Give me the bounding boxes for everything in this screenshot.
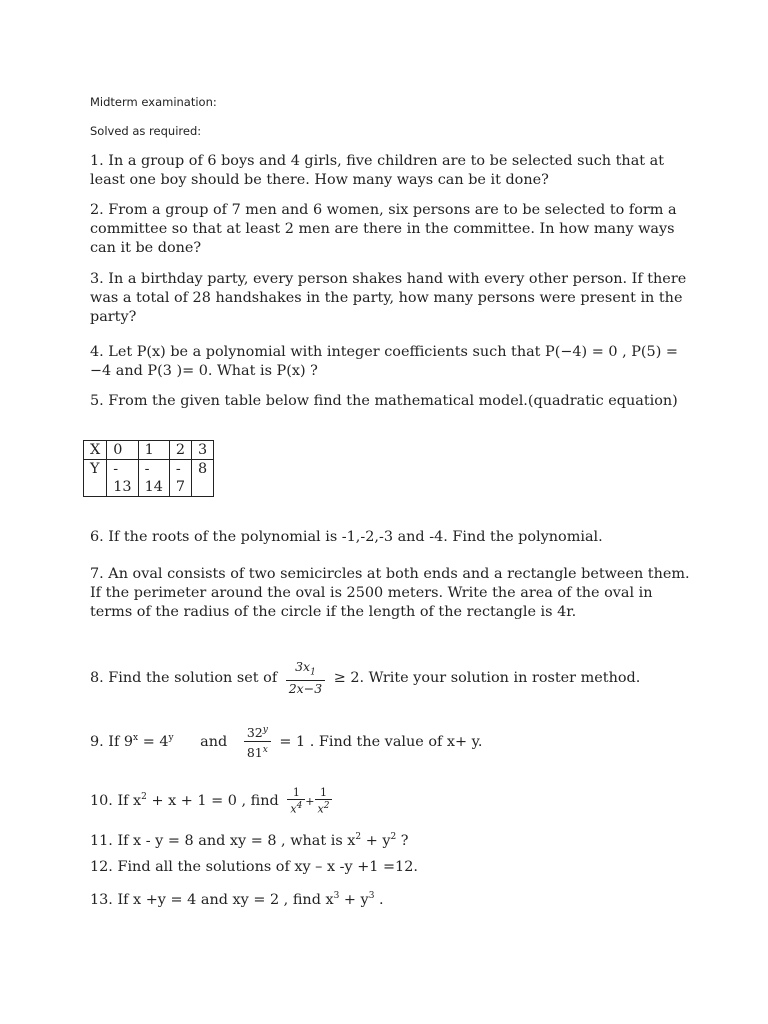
table-cell: 1	[138, 441, 169, 460]
question-6: 6. If the roots of the polynomial is -1,-2,-3 and -4. Find the polynomial.	[90, 529, 603, 545]
fraction-numerator: $3x_1$	[286, 659, 325, 682]
data-table	[83, 440, 214, 497]
table-cell: 3	[192, 441, 214, 460]
question-9: 9. If $9^x = 4^y$ and $\frac{32^y}{81^x}$ = 1 . Find the value of x+ y.	[90, 716, 690, 764]
exam-title: Midterm examination:	[90, 95, 217, 109]
table-cell: Y	[84, 460, 107, 497]
question-8	[90, 656, 690, 700]
question-3: 3. In a birthday party, every person shakes hand with every other person. If there was a total of 28 handshakes in the party, how many persons were present in the party?	[90, 271, 687, 325]
question-8-suffix: ≥ 2. Write your solution in roster method.	[333, 670, 641, 686]
table-row	[84, 460, 214, 497]
question-5: 5. From the given table below find the mathematical model.(quadratic equation)	[90, 393, 678, 409]
question-2: 2. From a group of 7 men and 6 women, six persons are to be selected to form a committee so that at least 2 men are there in the committee. In how many ways can it be done?	[90, 202, 677, 256]
fraction-denominator: 81$^x$	[246, 745, 268, 761]
question-10: 10. If $x^2 + x + 1 = 0$ , find $\frac{1}{x^4}$ + $\frac{1}{x^2}$	[90, 776, 690, 823]
table-cell: - 7	[169, 460, 191, 497]
fraction	[244, 722, 271, 761]
fraction-denominator: 2x−3	[288, 681, 323, 697]
fraction: $\frac{1}{x^4}$	[287, 786, 305, 816]
table-cell: - 13	[107, 460, 138, 497]
table-row	[84, 441, 214, 460]
table-cell: X	[84, 441, 107, 460]
question-4: 4. Let P(x) be a polynomial with integer coefficients such that P(−4) = 0 , P(5) = −4 and P(3 )= 0. What is P(x) ?	[90, 344, 678, 379]
exam-instruction: Solved as required:	[90, 124, 202, 138]
table-cell: - 14	[138, 460, 169, 497]
table-cell: 0	[107, 441, 138, 460]
question-1: 1. In a group of 6 boys and 4 girls, five children are to be selected such that at least one boy should be there. How many ways can be it done?	[90, 153, 664, 188]
fraction-numerator: 32$^y$	[244, 722, 271, 742]
table-cell: 8	[192, 460, 214, 497]
question-13: 13. If x +y = 4 and xy = 2 , find $x^3 + y^3$ .	[90, 891, 384, 908]
question-12: 12. Find all the solutions of xy – x -y +1 =12.	[90, 859, 418, 875]
question-11: 11. If x - y = 8 and xy = 8 , what is $x^2 + y^2$ ?	[90, 832, 409, 849]
fraction	[286, 659, 325, 698]
fraction: $\frac{1}{x^2}$	[315, 786, 333, 816]
question-8-prefix: 8. Find the solution set of	[90, 670, 278, 686]
question-7: 7. An oval consists of two semicircles at both ends and a rectangle between them. If the perimeter around the oval is 2500 meters. Write the area of the oval in terms of the radius of the circle if the length of the rectangle is 4r.	[90, 566, 690, 620]
table-cell: 2	[169, 441, 191, 460]
